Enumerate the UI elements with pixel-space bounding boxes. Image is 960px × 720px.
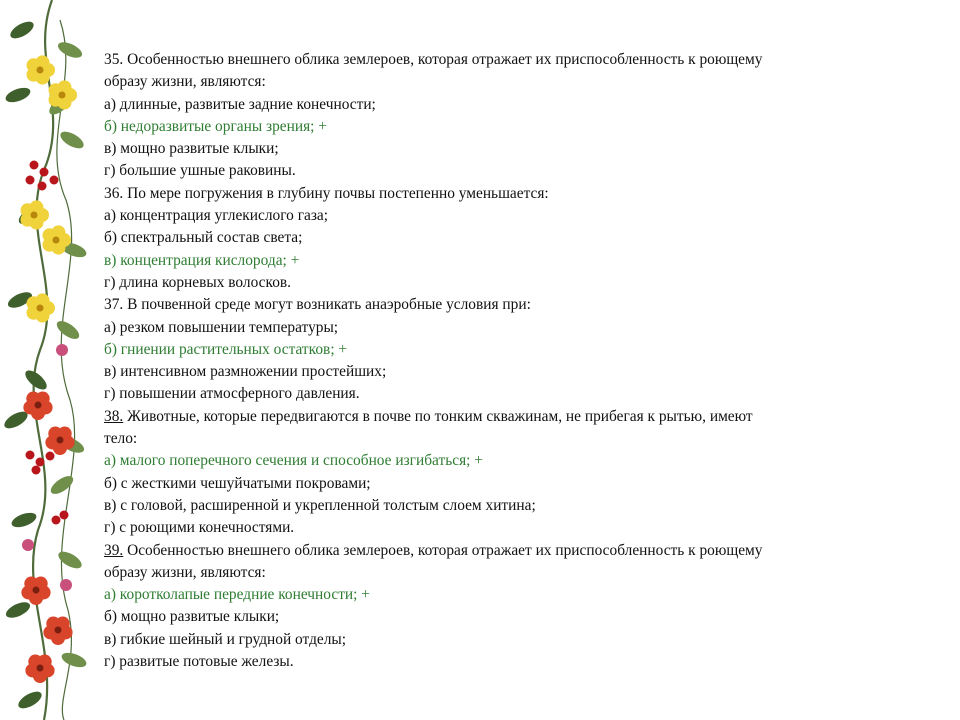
berry-icon: [50, 176, 59, 185]
quiz-line: б) с жесткими чешуйчатыми покровами;: [104, 474, 371, 492]
correct-answer-line: б) гниении растительных остатков; +: [104, 340, 348, 358]
leaf-icon: [56, 548, 85, 571]
quiz-line: [104, 406, 924, 428]
pink-flower-icon: [56, 344, 68, 356]
quiz-line: а) резком повышении температуры;: [104, 318, 339, 336]
question-text: Животные, которые передвигаются в почве по тонким скважинам, не прибегая к рытью, имеют: [123, 407, 753, 425]
flower-center-icon: [37, 67, 44, 74]
yellow-flower-icon: [35, 55, 49, 69]
yellow-flower-icon: [29, 200, 43, 214]
berry-icon: [26, 451, 35, 460]
quiz-line: б) мощно развитые клыки;: [104, 608, 280, 626]
flower-center-icon: [57, 437, 64, 444]
quiz-line: в) интенсивном размножении простейших;: [104, 363, 387, 381]
leaf-icon: [48, 473, 76, 498]
flower-garland-icon: [0, 0, 96, 720]
flower-center-icon: [33, 587, 40, 594]
question-text: Особенностью внешнего облика землероев, которая отражает их приспособленность к роющему: [123, 541, 763, 559]
quiz-line: в) с головой, расширенной и укрепленной толстым слоем хитина;: [104, 496, 536, 514]
quiz-line: образу жизни, являются:: [104, 563, 266, 581]
flower-center-icon: [35, 402, 42, 409]
vine-stem: [57, 20, 75, 720]
quiz-line: г) с роющими конечностями.: [104, 519, 295, 537]
correct-answer-line: а) коротколапые передние конечности; +: [104, 586, 370, 604]
correct-answer-line: б) недоразвитые органы зрения; +: [104, 117, 327, 135]
flower-center-icon: [37, 665, 44, 672]
question-number: 38.: [104, 407, 124, 425]
quiz-line: [104, 540, 924, 562]
leaf-icon: [10, 510, 39, 530]
pink-flower-icon: [60, 579, 72, 591]
yellow-flower-icon: [51, 225, 65, 239]
berry-icon: [36, 458, 45, 467]
berry-icon: [40, 168, 49, 177]
quiz-line: б) спектральный состав света;: [104, 229, 303, 247]
quiz-line: г) повышении атмосферного давления.: [104, 385, 360, 403]
berry-icon: [32, 466, 41, 475]
quiz-line: в) гибкие шейный и грудной отделы;: [104, 630, 347, 648]
yellow-flower-icon: [57, 80, 71, 94]
berry-icon: [52, 516, 61, 525]
quiz-line: г) развитые потовые железы.: [104, 653, 294, 671]
correct-answer-line: а) малого поперечного сечения и способное изгибаться; +: [104, 452, 483, 470]
flower-center-icon: [37, 305, 44, 312]
pink-flower-icon: [22, 539, 34, 551]
quiz-line: г) большие ушные раковины.: [104, 162, 296, 180]
leaf-icon: [4, 599, 33, 621]
flower-center-icon: [55, 627, 62, 634]
leaf-icon: [54, 318, 82, 343]
quiz-line: а) концентрация углекислого газа;: [104, 207, 329, 225]
quiz-line: в) мощно развитые клыки;: [104, 140, 279, 158]
leaf-icon: [22, 367, 50, 393]
quiz-line: образу жизни, являются:: [104, 73, 266, 91]
yellow-flower-icon: [35, 293, 49, 307]
leaf-icon: [16, 688, 45, 711]
flower-center-icon: [53, 237, 60, 244]
leaf-icon: [60, 650, 89, 670]
correct-answer-line: в) концентрация кислорода; +: [104, 251, 300, 269]
question-number: 39.: [104, 541, 124, 559]
leaf-icon: [56, 39, 85, 61]
berry-icon: [30, 161, 39, 170]
quiz-text: [104, 49, 924, 673]
quiz-line: тело:: [104, 430, 138, 448]
quiz-line: 35. Особенностью внешнего облика землероев, которая отражает их приспособленность к роющему: [104, 51, 763, 68]
flower-center-icon: [31, 212, 38, 219]
leaf-icon: [58, 128, 87, 151]
leaf-icon: [4, 85, 33, 105]
flower-center-icon: [59, 92, 66, 99]
berry-icon: [46, 452, 55, 461]
berry-icon: [60, 511, 69, 520]
leaf-icon: [8, 18, 37, 41]
berry-icon: [26, 176, 35, 185]
quiz-line: 37. В почвенной среде могут возникать анаэробные условия при:: [104, 296, 531, 314]
berry-icon: [38, 182, 47, 191]
quiz-line: а) длинные, развитые задние конечности;: [104, 95, 376, 113]
quiz-line: 36. По мере погружения в глубину почвы постепенно уменьшается:: [104, 184, 549, 202]
quiz-line: г) длина корневых волосков.: [104, 273, 292, 291]
